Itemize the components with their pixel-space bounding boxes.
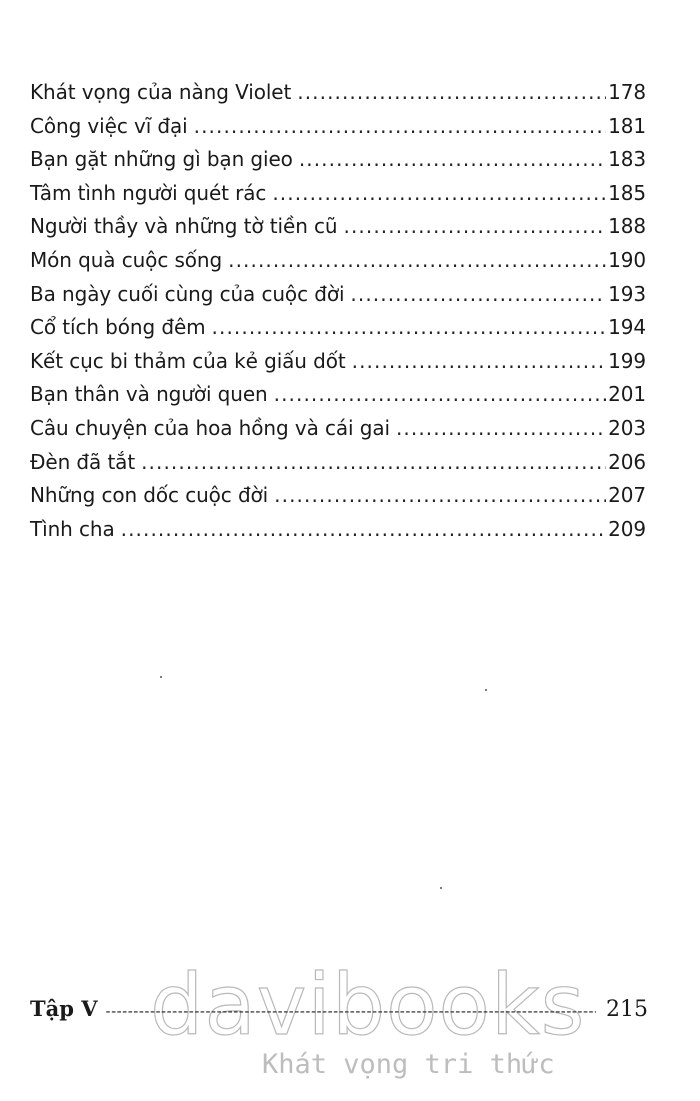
toc-entry-title: Khát vọng của nàng Violet (30, 80, 292, 104)
dot-leader (212, 315, 607, 339)
toc-entry (30, 450, 646, 484)
toc-entry-title: Ba ngày cuối cùng của cuộc đời (30, 281, 345, 306)
toc-entry-page: 203 (608, 415, 646, 440)
section-label: Tập V (30, 996, 98, 1021)
toc-entry (30, 315, 646, 349)
dot-leader (141, 450, 606, 474)
toc-entry-page: 199 (608, 348, 646, 373)
dot-leader (297, 80, 606, 104)
toc-entry (30, 517, 646, 551)
toc-entry-page: 190 (608, 247, 646, 272)
toc-entry-page: 183 (608, 147, 646, 172)
dot-leader (194, 114, 606, 138)
toc-entry-title: Món quà cuộc sống (30, 247, 223, 272)
toc-entry-page: 206 (608, 449, 646, 474)
toc-entry-page: 178 (608, 80, 646, 104)
scan-speck (485, 689, 487, 691)
toc-entry (30, 248, 646, 282)
section-entry (30, 996, 648, 1022)
watermark-tagline: Khát vọng tri thức (262, 1049, 555, 1080)
toc-entry-title: Bạn gặt những gì bạn gieo (30, 147, 293, 172)
toc-entry-title: Công việc vĩ đại (30, 113, 188, 138)
toc-entry (30, 416, 646, 450)
dot-leader (350, 282, 606, 306)
toc-entry-page: 201 (608, 382, 646, 407)
toc-entry-title: Cổ tích bóng đêm (30, 315, 206, 340)
toc-entry-title: Những con dốc cuộc đời (30, 483, 269, 508)
watermark-brand: davibooks (150, 956, 586, 1054)
toc-entry-page: 181 (608, 113, 646, 138)
dash-leader (106, 1004, 596, 1020)
table-of-contents (30, 80, 646, 550)
toc-entry-title: Đèn đã tắt (30, 449, 136, 474)
scan-speck (160, 676, 162, 678)
dot-leader (121, 517, 607, 541)
toc-entry-title: Câu chuyện của hoa hồng và cái gai (30, 415, 390, 440)
toc-entry (30, 349, 646, 383)
toc-entry (30, 114, 646, 148)
toc-entry-title: Kết cục bi thảm của kẻ giấu dốt (30, 348, 346, 373)
toc-entry (30, 181, 646, 215)
dot-leader (274, 382, 607, 406)
toc-entry-page: 209 (608, 516, 646, 541)
dot-leader (274, 483, 606, 507)
dot-leader (272, 181, 606, 205)
toc-entry-page: 185 (608, 180, 646, 205)
toc-entry (30, 80, 646, 114)
toc-entry-page: 207 (608, 483, 646, 508)
toc-entry (30, 382, 646, 416)
dot-leader (396, 416, 606, 440)
dot-leader (228, 248, 606, 272)
toc-entry (30, 147, 646, 181)
toc-entry-title: Tình cha (30, 516, 115, 541)
toc-entry-title: Tâm tình người quét rác (30, 180, 267, 205)
scan-speck (440, 887, 442, 889)
toc-entry-page: 194 (608, 315, 646, 340)
toc-entry-title: Bạn thân và người quen (30, 382, 268, 407)
section-page: 215 (606, 997, 648, 1022)
toc-entry-title: Người thầy và những tờ tiền cũ (30, 214, 338, 239)
toc-entry (30, 214, 646, 248)
toc-entry (30, 282, 646, 316)
dot-leader (352, 349, 607, 373)
toc-entry-page: 193 (608, 281, 646, 306)
dot-leader (344, 214, 607, 238)
dot-leader (299, 147, 606, 171)
toc-entry-page: 188 (608, 214, 646, 239)
toc-entry (30, 483, 646, 517)
